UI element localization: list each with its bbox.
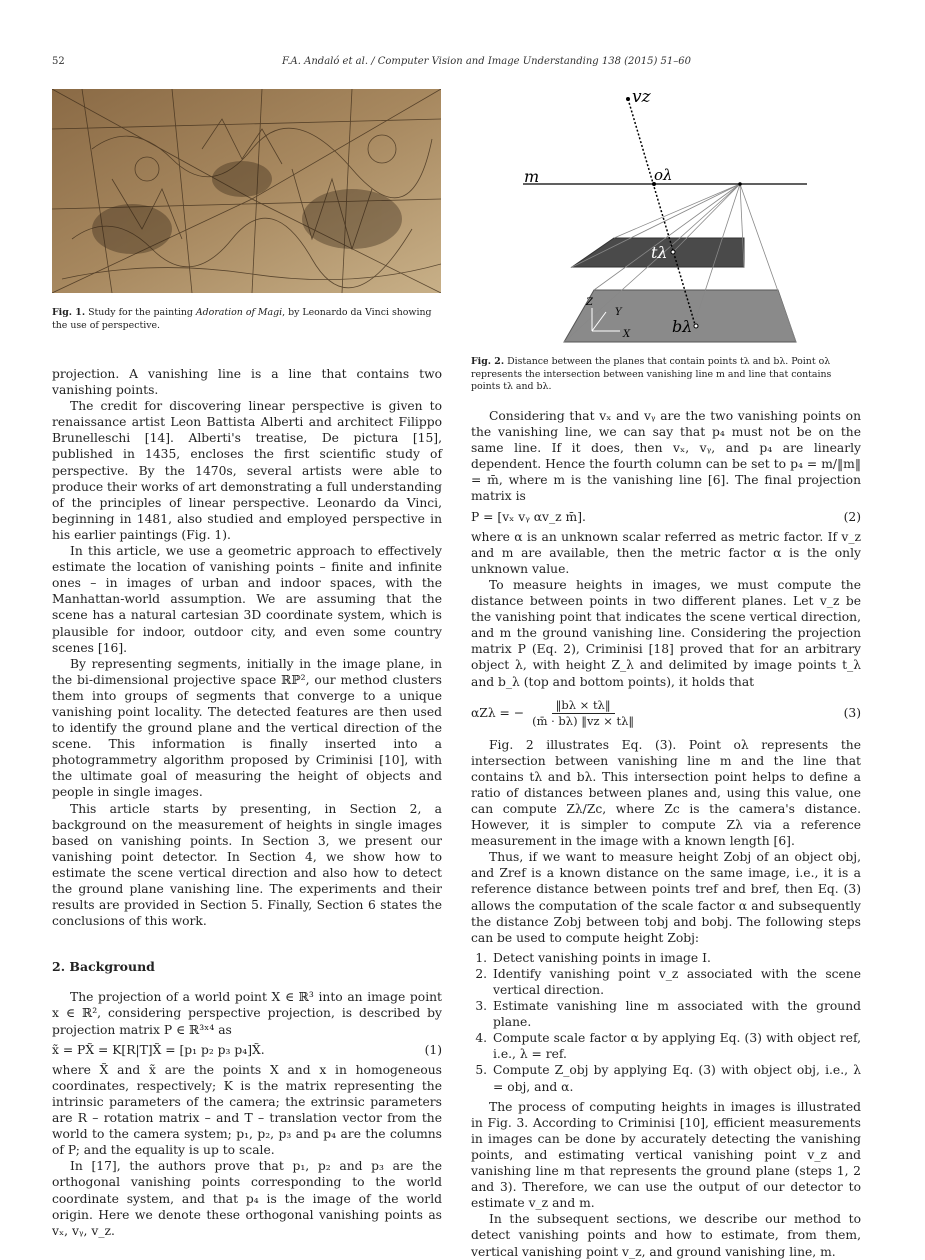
left-p2: The credit for discovering linear perspective is given to renaissance artist Leon Battista Alberti and architect Filippo Brunelleschi [14]. Alberti's treatise, De pictura [15], published in 1435, encloses the first scientific study of perspective. By the 1470s, several artists were able to produce their works of art demonstrating a full understanding of the principles of linear perspective. Leonardo da Vinci, beginning in 1481, also studied and employed perspective in his earlier paintings (Fig. 1). <box>52 399 442 542</box>
step-5: 5. Compute Z_obj by applying Eq. (3) with object obj, i.e., λ = obj, and α. <box>491 1062 861 1094</box>
left-p8: In [17], the authors prove that p₁, p₂ and p₃ are the orthogonal vanishing points corresponding to the world coordinate system, and that p₄ is the image of the world origin. Here we denote these orthogonal vanishing points as vₓ, vᵧ, v_z. <box>52 1159 442 1238</box>
page-number: 52 <box>52 56 65 67</box>
right-column <box>471 408 861 1260</box>
step-1: 1. Detect vanishing points in image I. <box>491 950 861 966</box>
step-2: 2. Identify vanishing point v_z associated with the scene vertical direction. <box>491 966 861 998</box>
running-title: F.A. Andaló et al. / Computer Vision and Image Understanding 138 (2015) 51–60 <box>282 56 692 67</box>
eq3-numerator: ‖bλ × tλ‖ <box>552 698 615 714</box>
step-3: 3. Estimate vanishing line m associated with the ground plane. <box>491 998 861 1030</box>
right-p4: Fig. 2 illustrates Eq. (3). Point oλ represents the intersection between vanishing line m and the line that contains tλ and bλ. This intersection point helps to define a ratio of distances between planes and, using this value, one can compute Zλ/Zc, where Zc is the camera's distance. However, it is simpler to compute Zλ via a reference measurement in the image with a known length [6]. <box>471 737 861 849</box>
left-p3: In this article, we use a geometric approach to effectively estimate the location of vanishing points – finite and infinite ones – in images of urban and indoor spaces, with the Manhattan-world assumption. We are assuming that the scene has a natural cartesian 3D coordinate system, which is plausible for indoor, outdoor city, and even some country scenes [16]. <box>52 544 442 655</box>
fig1-label: Fig. 1. <box>52 307 86 318</box>
step-4: 4. Compute scale factor α by applying Eq. (3) with object ref, i.e., λ = ref. <box>491 1030 861 1062</box>
label-t: tλ <box>651 243 668 262</box>
left-p4: By representing segments, initially in the image plane, in the bi-dimensional projective space ℝℙ², our method clusters them into groups of segments that converge to a unique vanishing point locality. The detected features are then used to identify the ground plane and the vertical direction of the scene. This information is finally inserted into a photogrammetry algorithm proposed by Criminisi [10], with the ultimate goal of measuring the height of objects and people in single images. <box>52 656 442 800</box>
fig1-caption-pre: Study for the painting <box>88 307 196 318</box>
fig1-caption-title: Adoration of Magi <box>195 307 283 318</box>
label-b: bλ <box>672 317 693 336</box>
equation-2 <box>471 509 861 525</box>
label-o: oλ <box>654 166 673 184</box>
left-p5: This article starts by presenting, in Section 2, a background on the measurement of heights in single images based on vanishing points. In Section 3, we present our vanishing point detector. In Section 4, we show how to estimate the scene vertical direction and also how to detect the ground plane vanishing line. The experiments and their results are provided in Section 5. Finally, Section 6 states the conclusions of this work. <box>52 801 442 929</box>
label-vz: vz <box>632 87 651 107</box>
right-p3: To measure heights in images, we must compute the distance between points in two different planes. Let v_z be the vanishing point that indicates the scene vertical direction, and m the ground vanishing line. Considering the projection matrix P (Eq. 2), Criminisi [18] proved that for an arbitrary object λ, with height Z_λ and delimited by image points t_λ and b_λ (top and bottom points), it holds that <box>471 577 861 689</box>
eq3-number: (3) <box>843 706 861 721</box>
left-column <box>52 366 442 1239</box>
equation-3 <box>471 698 861 729</box>
label-m: m <box>524 167 540 186</box>
right-p1: Considering that vₓ and vᵧ are the two vanishing points on the vanishing line, we can say that p₄ must not be on the same line. If it does, then vₓ, vᵧ, and p₄ are linearly dependent. Hence the fourth column can be set to p₄ = m/‖m‖ = m̄, where m is the vanishing line [6]. The final projection matrix is <box>471 409 861 504</box>
eq1: x̃ = PX̃ = K[R|T]X̃ = [p₁ p₂ p₃ p₄]X̃. <box>52 1042 265 1057</box>
fig2-label: Fig. 2. <box>471 356 505 367</box>
left-p6: The projection of a world point X ∈ ℝ³ into an image point x ∈ ℝ², considering perspective projection, is described by projection matrix P ∈ ℝ³ˣ⁴ as <box>52 990 442 1037</box>
eq1-number: (1) <box>424 1042 442 1057</box>
left-p7: where X̃ and x̃ are the points X and x in homogeneous coordinates, respectively; K is the matrix representing the intrinsic parameters of the camera; the extrinsic parameters are R – rotation matrix – and T – translation vector from the world to the camera system; p₁, p₂, p₃ and p₄ are the columns of P; and the equality is up to scale. <box>52 1062 442 1158</box>
fig2-caption-text: Distance between the planes that contain points tλ and bλ. Point oλ represents the intersection between vanishing line m and line that contains points tλ and bλ. <box>471 356 832 392</box>
section-title: 2. Background <box>52 959 155 975</box>
fig2-diagram <box>518 86 818 350</box>
eq2-number: (2) <box>843 509 861 524</box>
fig1-caption <box>52 307 442 332</box>
eq3-lhs: αZλ = − <box>471 706 525 721</box>
fig1-caption-post: , by Leonardo da Vinci showing the use of perspective. <box>52 307 432 331</box>
equation-1 <box>52 1042 442 1058</box>
fig2-caption <box>471 356 861 394</box>
label-Y: Y <box>615 307 622 318</box>
steps-list <box>471 950 861 1095</box>
eq2: P = [vₓ vᵧ αv_z m̄]. <box>471 509 586 524</box>
label-X: X <box>623 329 631 340</box>
fig1-painting <box>52 89 441 293</box>
right-p6: The process of computing heights in images is illustrated in Fig. 3. According to Criminisi [10], efficient measurements in images can be done by accurately detecting the vanishing points, and estimating vertical vanishing point v_z and vanishing line m that represents the ground plane (steps 1, 2 and 3). Therefore, we can use the output of our detector to estimate v_z and m. <box>471 1099 861 1211</box>
eq3-denominator: (m̄ · bλ) ‖vz × tλ‖ <box>532 713 635 728</box>
right-p5: Thus, if we want to measure height Zobj of an object obj, and Zref is a known distance on the same image, i.e., it is a reference distance between points tref and bref, then Eq. (3) allows the computation of the scale factor α and subsequently the distance Zobj between tobj and bobj. The following steps can be used to compute height Zobj: <box>471 850 861 945</box>
right-p2: where α is an unknown scalar referred as metric factor. If v_z and m are available, then the metric factor α is the only unknown value. <box>471 529 861 576</box>
label-Z: Z <box>586 297 593 308</box>
left-p1: projection. A vanishing line is a line that contains two vanishing points. <box>52 367 442 398</box>
right-p7: In the subsequent sections, we describe our method to detect vanishing points and how to estimate, from them, vertical vanishing point v_z, and ground vanishing line, m. <box>471 1212 861 1259</box>
